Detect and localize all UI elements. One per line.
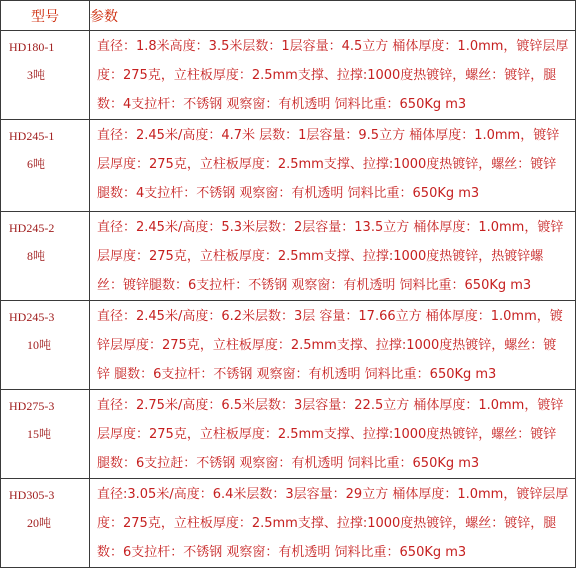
- params-cell: 直径：2.45米/高度：4.7米 层数：1层容量：9.5立方 桶体厚度：1.0mm，镀锌层厚度：275克，立柱板厚度：2.5mm支撑、拉撑:1000度热镀锌，螺丝：镀锌腿数：4支拉杆：不锈钢 观察窗：有机透明 饲料比重：650Kg m3: [90, 120, 576, 212]
- model-capacity: 6吨: [27, 157, 46, 171]
- model-cell: [1, 31, 90, 120]
- model-code: HD245-3: [9, 310, 55, 324]
- model-capacity: 10吨: [27, 338, 52, 352]
- model-cell: [1, 301, 90, 390]
- model-cell: [1, 120, 90, 212]
- model-code: HD305-3: [9, 488, 55, 502]
- model-capacity: 20吨: [27, 516, 52, 530]
- model-cell: [1, 212, 90, 301]
- header-row: [1, 1, 576, 31]
- params-cell: 直径：2.45米/高度：5.3米层数：2层容量：13.5立方 桶体厚度：1.0mm，镀锌层厚度：275克，立柱板厚度：2.5mm支撑、拉撑:1000度热镀锌，热镀锌螺丝：镀锌腿数：6支拉杆：不锈钢 观察窗：有机透明 饲料比重：650Kg m3: [90, 212, 576, 301]
- table-row: [1, 479, 576, 568]
- table-row: [1, 212, 576, 301]
- params-cell: 直径：2.75米/高度：6.5米层数：3层容量：22.5立方 桶体厚度：1.0mm，镀锌层厚度：275克，立柱板厚度：2.5mm支撑、拉撑:1000度热镀锌，螺丝：镀锌 腿数：6支拉赶：不锈钢 观察窗：有机透明 饲料比重：650Kg m3: [90, 390, 576, 479]
- model-code: HD275-3: [9, 399, 55, 413]
- model-code: HD245-1: [9, 129, 55, 143]
- model-cell: [1, 479, 90, 568]
- table-row: [1, 390, 576, 479]
- header-params: 参数: [90, 1, 576, 31]
- table-row: [1, 31, 576, 120]
- model-capacity: 8吨: [27, 249, 46, 263]
- model-code: HD180-1: [9, 40, 55, 54]
- model-cell: [1, 390, 90, 479]
- params-cell: 直径：2.45米/高度：6.2米层数：3层 容量：17.66立方 桶体厚度：1.0mm，镀锌层厚度：275克，立柱板厚度：2.5mm支撑、拉撑:1000度热镀锌，螺丝：镀锌 腿数：6支拉杆：不锈钢 观察窗：有机透明 饲料比重：650Kg m3: [90, 301, 576, 390]
- table-row: [1, 301, 576, 390]
- params-cell: 直径：1.8米高度：3.5米层数：1层容量：4.5立方 桶体厚度：1.0mm，镀锌层厚度：275克，立柱板厚度：2.5mm支撑、拉撑:1000度热镀锌，螺丝：镀锌，腿数：4支拉杆：不锈钢 观察窗：有机透明 饲料比重：650Kg m3: [90, 31, 576, 120]
- model-capacity: 3吨: [27, 68, 46, 82]
- table-row: [1, 120, 576, 212]
- model-code: HD245-2: [9, 221, 55, 235]
- model-capacity: 15吨: [27, 427, 52, 441]
- params-cell: 直径:3.05米/高度：6.4米层数：3层容量：29立方 桶体厚度：1.0mm，镀锌层厚度：275克，立柱板厚度：2.5mm支撑、拉撑:1000度热镀锌，螺丝：镀锌，腿数：6支拉杆：不锈钢 观察窗：有机透明 饲料比重：650Kg m3: [90, 479, 576, 568]
- header-model: 型号: [1, 1, 90, 31]
